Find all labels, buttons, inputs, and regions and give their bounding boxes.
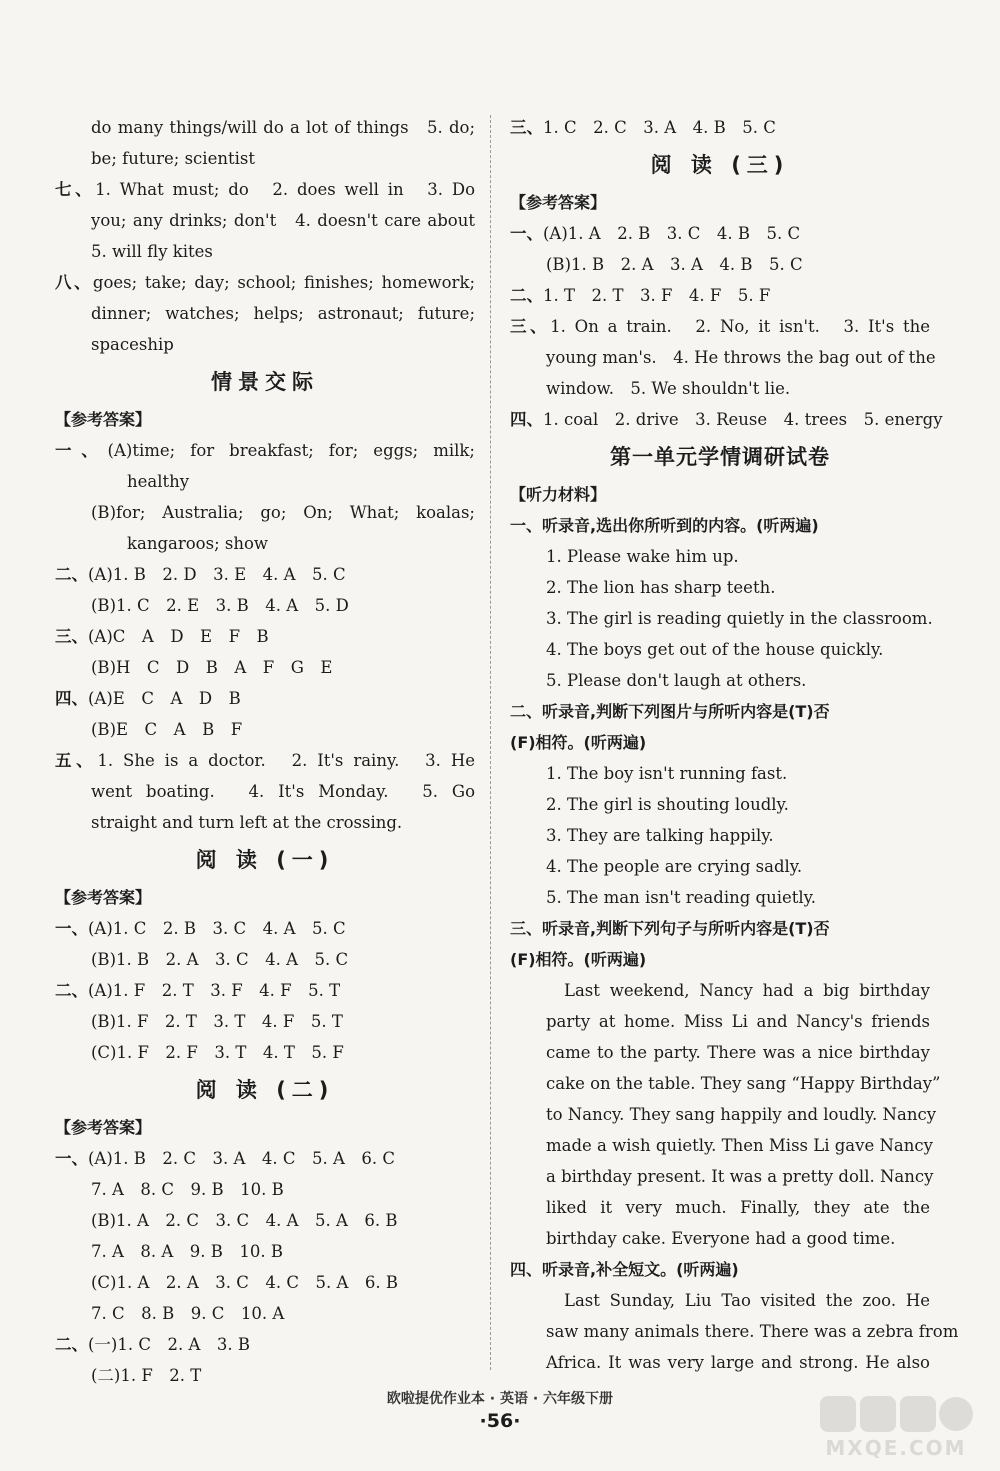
answer-text: 1. coal 2. drive 3. Reuse 4. trees 5. energy (543, 410, 943, 429)
listening-item: 3. They are talking happily. (546, 826, 774, 845)
answer-line: (B)H C D B A F G E (91, 658, 333, 677)
answer-line: you; any drinks; don't 4. doesn't care about (91, 211, 475, 230)
answer-line: dinner; watches; helps; astronaut; future; (91, 304, 475, 323)
answer-key-tag: 【参考答案】 (510, 193, 607, 212)
answer-line: 7. C 8. B 9. C 10. A (91, 1304, 285, 1323)
question-number: 一、 (510, 224, 543, 243)
answer-line: (B)1. A 2. C 3. C 4. A 5. A 6. B (91, 1211, 398, 1230)
passage-line: Africa. It was very large and strong. He also (546, 1353, 930, 1372)
listening-item: 4. The people are crying sadly. (546, 857, 803, 876)
watermark-text: MXQE.COM (825, 1436, 967, 1460)
answer-line (55, 559, 475, 590)
passage-line: party at home. Miss Li and Nancy's friends (546, 1012, 930, 1031)
passage-line: to Nancy. They sang happily and loudly. Nancy (546, 1105, 937, 1124)
answer-text: (A)1. F 2. T 3. F 4. F 5. T (88, 981, 341, 1000)
page-number: ·56· (479, 1410, 521, 1432)
answer-text: 1. On a train. 2. No, it isn't. 3. It's the (550, 317, 930, 336)
question-number: 二、 (55, 1335, 88, 1354)
answer-line: (B)E C A B F (91, 720, 243, 739)
answer-line: (C)1. A 2. A 3. C 4. C 5. A 6. B (91, 1273, 399, 1292)
left-column (55, 112, 475, 1391)
passage-line: birthday cake. Everyone had a good time. (546, 1229, 896, 1248)
part-title: 一、听录音,选出你所听到的内容。(听两遍) (510, 516, 819, 535)
answer-line: (C)1. F 2. F 3. T 4. T 5. F (91, 1043, 344, 1062)
answer-line (55, 267, 475, 298)
answer-line: 5. will fly kites (91, 242, 213, 261)
answer-line (510, 218, 930, 249)
listening-item: 5. The man isn't reading quietly. (546, 888, 817, 907)
answer-line: 7. A 8. A 9. B 10. B (91, 1242, 284, 1261)
answer-line: be; future; scientist (91, 149, 255, 168)
answer-line (55, 174, 475, 205)
answer-line: (B)1. C 2. E 3. B 4. A 5. D (91, 596, 349, 615)
question-number: 八、 (55, 273, 93, 292)
answer-text: (A)time; for breakfast; for; eggs; milk; (107, 441, 475, 460)
answer-line: window. 5. We shouldn't lie. (546, 379, 791, 398)
answer-line: (B)1. F 2. T 3. T 4. F 5. T (91, 1012, 343, 1031)
watermark-badge-icon (816, 1392, 976, 1438)
question-number: 二、 (55, 981, 88, 1000)
answer-line (55, 1329, 475, 1360)
answer-line: young man's. 4. He throws the bag out of the (546, 348, 936, 367)
question-number: 一、 (55, 1149, 88, 1168)
question-number: 二、 (510, 286, 543, 305)
answer-text: (A)1. B 2. D 3. E 4. A 5. C (88, 565, 346, 584)
answer-text: (A)E C A D B (88, 689, 241, 708)
answer-line: spaceship (91, 335, 174, 354)
listening-item: 5. Please don't laugh at others. (546, 671, 807, 690)
passage-line: Last weekend, Nancy had a big birthday (564, 981, 930, 1000)
answer-line (55, 745, 475, 776)
answer-text: (A)1. B 2. C 3. A 4. C 5. A 6. C (88, 1149, 396, 1168)
passage-line: cake on the table. They sang “Happy Birthday” (546, 1074, 941, 1093)
passage-line: saw many animals there. There was a zebra from (546, 1322, 959, 1341)
question-number: 五、 (55, 751, 98, 770)
answer-line: straight and turn left at the crossing. (91, 813, 403, 832)
answer-text: 1. C 2. C 3. A 4. B 5. C (543, 118, 776, 137)
watermark-logo (816, 1392, 976, 1462)
answer-line: went boating. 4. It's Monday. 5. Go (91, 782, 475, 801)
question-number: 一、 (55, 919, 88, 938)
section-heading: 阅 读 (二) (195, 1078, 335, 1102)
section-heading: 阅 读 (一) (195, 848, 335, 872)
answer-line (510, 112, 930, 143)
answer-key-tag: 【参考答案】 (55, 410, 152, 429)
right-column (510, 112, 959, 1378)
answer-text: (A)1. C 2. B 3. C 4. A 5. C (88, 919, 346, 938)
part-title: 二、听录音,判断下列图片与所听内容是(T)否 (510, 702, 830, 721)
listening-material-tag: 【听力材料】 (510, 485, 607, 504)
question-number: 三、 (510, 118, 543, 137)
part-title-cont: (F)相符。(听两遍) (510, 950, 647, 969)
listening-item: 2. The lion has sharp teeth. (546, 578, 776, 597)
answer-line (55, 621, 475, 652)
answer-line: do many things/will do a lot of things 5. do; (91, 118, 475, 137)
answer-text: goes; take; day; school; finishes; homework; (92, 273, 476, 292)
column-divider (490, 115, 491, 1370)
listening-item: 1. The boy isn't running fast. (546, 764, 788, 783)
answer-text: 1. What must; do 2. does well in 3. Do (95, 180, 476, 199)
passage-line: a birthday present. It was a pretty doll. Nancy (546, 1167, 934, 1186)
passage-line: made a wish quietly. Then Miss Li gave Nancy (546, 1136, 933, 1155)
answer-line: (B)1. B 2. A 3. A 4. B 5. C (546, 255, 803, 274)
question-number: 二、 (55, 565, 88, 584)
answer-line (510, 404, 943, 435)
answer-text: (一)1. C 2. A 3. B (88, 1335, 251, 1354)
answer-line: (B)for; Australia; go; On; What; koalas; (91, 503, 475, 522)
section-heading: 情景交际 (211, 370, 319, 394)
answer-text: (A)1. A 2. B 3. C 4. B 5. C (543, 224, 801, 243)
answer-line: kangaroos; show (127, 534, 269, 553)
question-number: 三、 (55, 627, 88, 646)
question-number: 七、 (55, 180, 96, 199)
listening-item: 4. The boys get out of the house quickly. (546, 640, 884, 659)
answer-line: (B)1. B 2. A 3. C 4. A 5. C (91, 950, 349, 969)
answer-key-tag: 【参考答案】 (55, 888, 152, 907)
listening-item: 1. Please wake him up. (546, 547, 739, 566)
answer-text: 1. T 2. T 3. F 4. F 5. F (543, 286, 771, 305)
answer-line (510, 311, 930, 342)
listening-item: 3. The girl is reading quietly in the classroom. (546, 609, 933, 628)
listening-item: 2. The girl is shouting loudly. (546, 795, 789, 814)
passage-line: Last Sunday, Liu Tao visited the zoo. He (564, 1291, 930, 1310)
answer-key-tag: 【参考答案】 (55, 1118, 152, 1137)
part-title: 四、听录音,补全短文。(听两遍) (510, 1260, 739, 1279)
answer-line (55, 1143, 475, 1174)
question-number: 三、 (510, 317, 551, 336)
question-number: 四、 (55, 689, 88, 708)
answer-line (55, 683, 475, 714)
answer-text: 1. She is a doctor. 2. It's rainy. 3. He (97, 751, 476, 770)
passage-line: came to the party. There was a nice birthday (546, 1043, 930, 1062)
answer-line (55, 913, 475, 944)
answer-line (55, 975, 475, 1006)
answer-line (55, 435, 475, 466)
part-title-cont: (F)相符。(听两遍) (510, 733, 647, 752)
section-heading: 阅 读 (三) (650, 153, 790, 177)
question-number: 一、 (55, 441, 108, 460)
section-heading: 第一单元学情调研试卷 (610, 445, 830, 469)
part-title: 三、听录音,判断下列句子与所听内容是(T)否 (510, 919, 830, 938)
answer-line: 7. A 8. C 9. B 10. B (91, 1180, 284, 1199)
passage-line: liked it very much. Finally, they ate the (546, 1198, 930, 1217)
question-number: 四、 (510, 410, 543, 429)
answer-line (510, 280, 930, 311)
answer-line: healthy (127, 472, 190, 491)
answer-text: (A)C A D E F B (88, 627, 269, 646)
answer-line: (二)1. F 2. T (91, 1366, 202, 1385)
book-title: 欧啦提优作业本 · 英语 · 六年级下册 (386, 1391, 614, 1407)
